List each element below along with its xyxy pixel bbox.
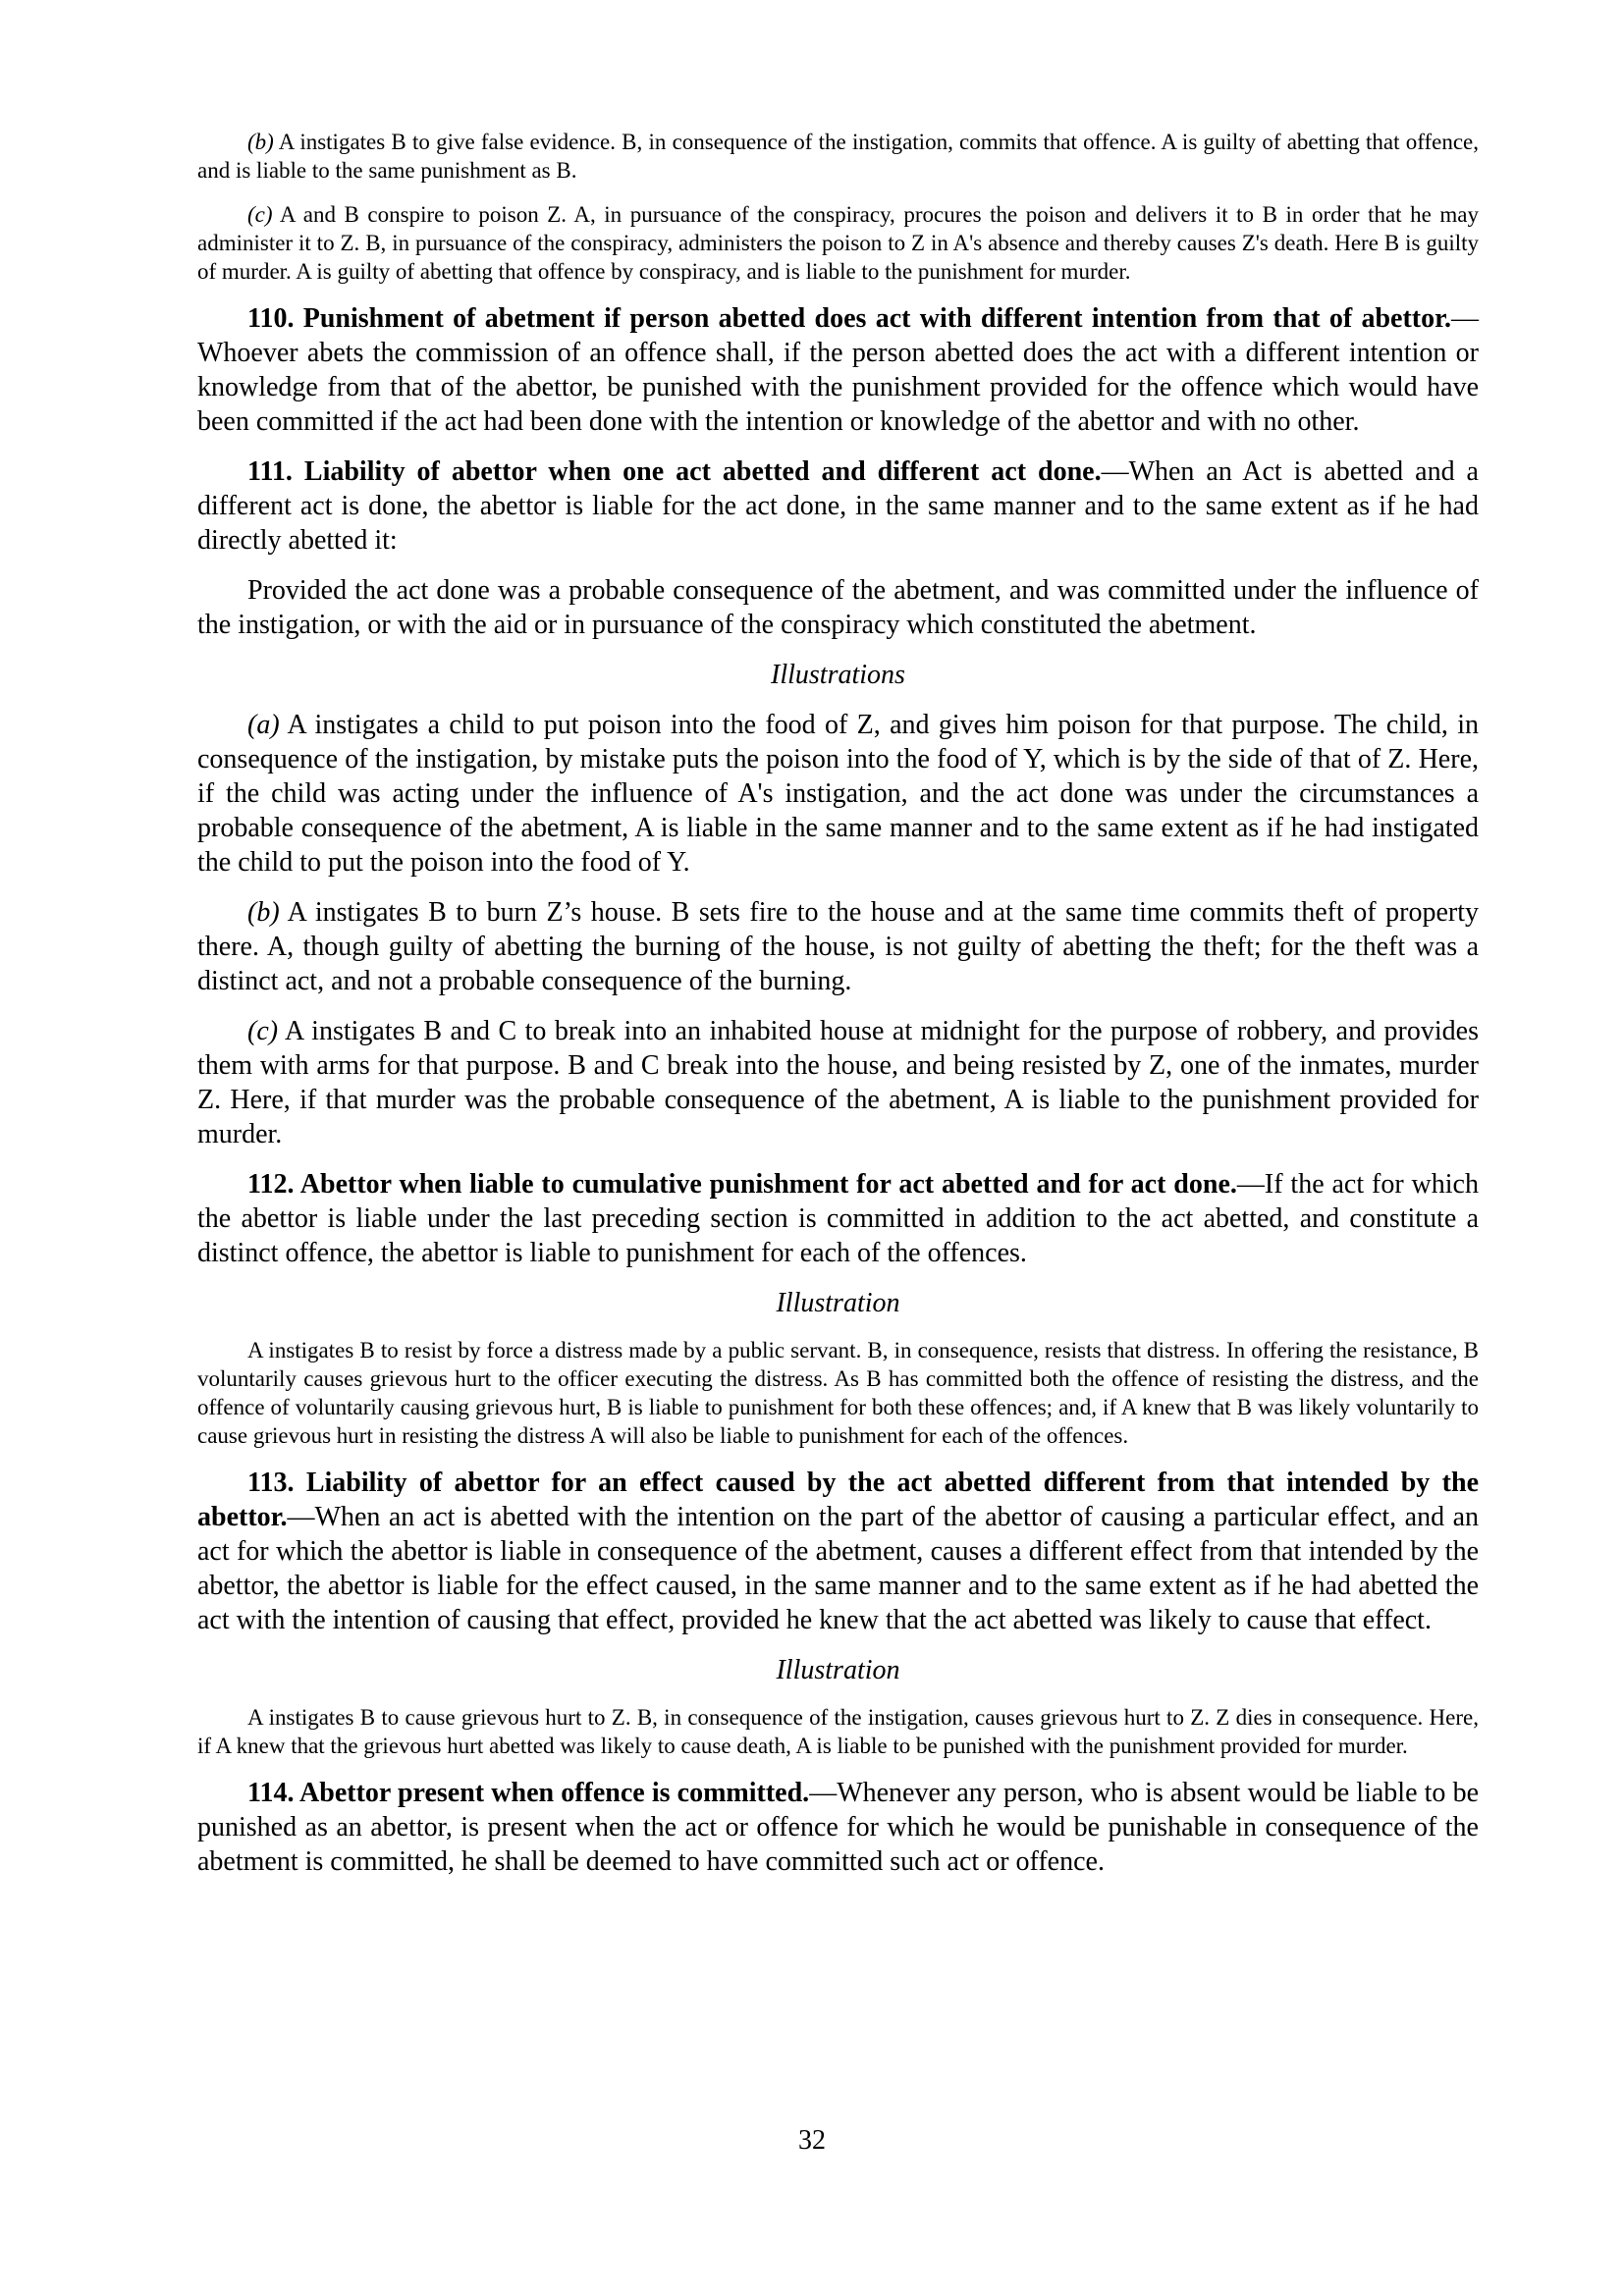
illustration-marker: (b) xyxy=(247,897,280,928)
section-heading-bold: 110. Punishment of abetment if person abetted does act with different intention from that of abettor. xyxy=(247,303,1451,334)
section-paragraph xyxy=(197,1167,1479,1270)
section-heading-bold: 114. Abettor present when offence is committed. xyxy=(247,1778,810,1808)
section-paragraph xyxy=(197,301,1479,439)
section-body-text: —When an act is abetted with the intention on the part of the abettor of causing a particular effect, and an act for which the abettor is liable in consequence of the abetment, causes a different effect from that intended by the abettor, the abettor is liable for the effect caused, in the same manner and to the same extent as if he had abetted the act with the intention of causing that effect, provided he knew that the act abetted was likely to cause that effect. xyxy=(197,1502,1479,1635)
section-paragraph xyxy=(197,1466,1479,1637)
illustration-heading xyxy=(197,1653,1479,1687)
illustration-paragraph-small xyxy=(197,128,1479,185)
paragraph-text: A instigates B to give false evidence. B, in consequence of the instigation, commits that offence. A is guilty of abetting that offence, and is liable to the same punishment as B. xyxy=(197,130,1480,183)
page-number: 32 xyxy=(798,2125,826,2156)
section-paragraph xyxy=(197,1776,1479,1879)
illustrations-heading xyxy=(197,658,1479,692)
section-paragraph xyxy=(197,454,1479,558)
section-body-text: —Whenever any person, who is absent would be liable to be punished as an abettor, is present when the act or offence for which he would be punishable in consequence of the abetment is committed, he shall be deemed to have committed such act or offence. xyxy=(197,1778,1479,1877)
section-body-text: —If the act for which the abettor is liable under the last preceding section is committed in addition to the act abetted, and constitute a distinct offence, the abettor is liable to punishment for each of the offences. xyxy=(197,1169,1479,1268)
paragraph-text: A instigates B to resist by force a distress made by a public servant. B, in consequence, resists that distress. In offering the resistance, B voluntarily causes grievous hurt to the officer executing the distress. As B has committed both the offence of resisting the distress, and the offence of voluntarily causing grievous hurt, B is liable to punishment for both these offences; and, if A knew that B was likely voluntarily to cause grievous hurt in resisting the distress A will also be liable to punishment for each of the offences. xyxy=(197,1338,1479,1448)
illustration-marker: (c) xyxy=(247,1016,279,1046)
paragraph-text: A and B conspire to poison Z. A, in pursuance of the conspiracy, procures the poison and delivers it to B in order that he may administer it to Z. B, in pursuance of the conspiracy, administers the poison to Z in A's absence and thereby causes Z's death. Here B is guilty of murder. A is guilty of abetting that offence by conspiracy, and is liable to the punishment for murder. xyxy=(197,202,1479,284)
illustration-paragraph xyxy=(197,1014,1479,1151)
paragraph-text: A instigates B and C to break into an inhabited house at midnight for the purpose of robbery, and provides them with arms for that purpose. B and C break into the house, and being resisted by Z, one of the inmates, murder Z. Here, if that murder was the probable consequence of the abetment, A is liable to the punishment provided for murder. xyxy=(197,1016,1479,1149)
paragraph-text: A instigates B to cause grievous hurt to Z. B, in consequence of the instigation, causes grievous hurt to Z. Z dies in consequence. Here, if A knew that the grievous hurt abetted was likely to cause death, A is liable to be punished with the punishment provided for murder. xyxy=(197,1705,1479,1758)
section-heading-bold: 112. Abettor when liable to cumulative punishment for act abetted and for act done. xyxy=(247,1169,1237,1200)
illustration-marker: (b) xyxy=(247,130,274,154)
section-body-text: —When an Act is abetted and a different act is done, the abettor is liable for the act done, in the same manner and to the same extent as if he had directly abetted it: xyxy=(197,456,1479,556)
section-heading-bold: 113. Liability of abettor for an effect caused by the act abetted different from that intended by the abettor. xyxy=(197,1468,1479,1532)
page-content xyxy=(197,128,1479,1895)
heading-text: Illustration xyxy=(776,1655,900,1685)
illustration-paragraph-small xyxy=(197,200,1479,286)
paragraph-text: Provided the act done was a probable consequence of the abetment, and was committed under the influence of the instigation, or with the aid or in pursuance of the conspiracy which constituted the abetment. xyxy=(197,575,1479,640)
illustration-paragraph xyxy=(197,708,1479,880)
illustration-marker: (c) xyxy=(247,202,273,227)
heading-text: Illustrations xyxy=(771,660,905,690)
illustration-marker: (a) xyxy=(247,710,280,740)
illustration-heading xyxy=(197,1286,1479,1320)
illustration-paragraph-small xyxy=(197,1336,1479,1450)
section-heading-bold: 111. Liability of abettor when one act abetted and different act done. xyxy=(247,456,1102,487)
illustration-paragraph-small xyxy=(197,1703,1479,1760)
paragraph-text: A instigates a child to put poison into the food of Z, and gives him poison for that purpose. The child, in consequence of the instigation, by mistake puts the poison into the food of Y, which is by the side of that of Z. Here, if the child was acting under the influence of A's instigation, and the act done was under the circumstances a probable consequence of the abetment, A is liable in the same manner and to the same extent as if he had instigated the child to put the poison into the food of Y. xyxy=(197,710,1479,878)
proviso-paragraph xyxy=(197,573,1479,642)
illustration-paragraph xyxy=(197,895,1479,998)
section-body-text: —Whoever abets the commission of an offence shall, if the person abetted does the act with a different intention or knowledge from that of the abettor, be punished with the punishment provided for the offence which would have been committed if the act had been done with the intention or knowledge of the abettor and with no other. xyxy=(197,303,1479,437)
paragraph-text: A instigates B to burn Z’s house. B sets fire to the house and at the same time commits theft of property there. A, though guilty of abetting the burning of the house, is not guilty of abetting the theft; for the theft was a distinct act, and not a probable consequence of the burning. xyxy=(197,897,1479,996)
heading-text: Illustration xyxy=(776,1288,900,1318)
